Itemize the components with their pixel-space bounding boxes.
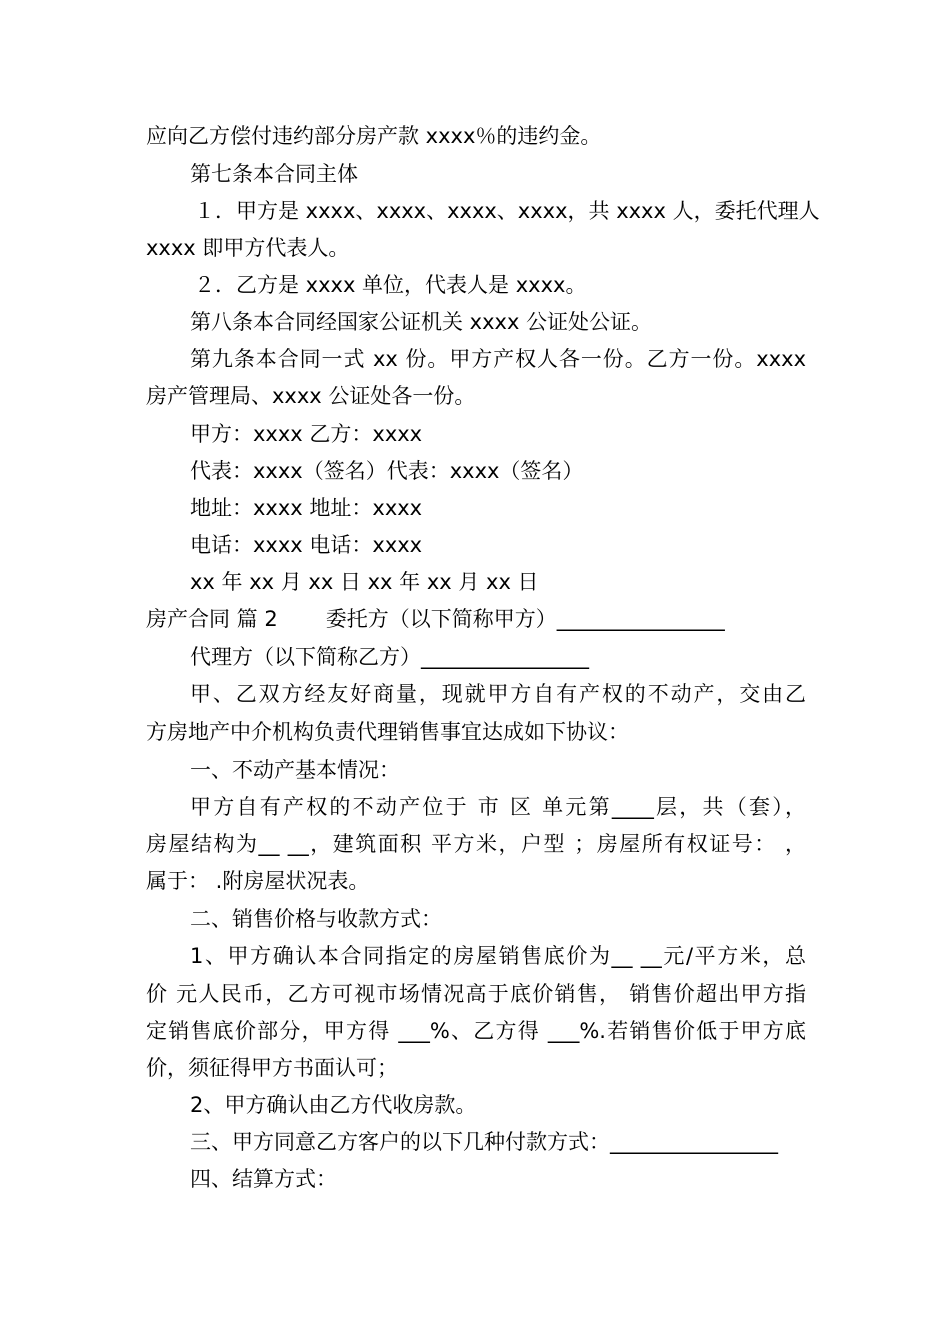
text-line-18: 方房地产中介机构负责代理销售事宜达成如下协议： bbox=[146, 720, 629, 744]
text-line-5: ２．乙方是 xxxx 单位，代表人是 xxxx。 bbox=[194, 273, 587, 297]
representative-line: 代表：xxxx（签名）代表：xxxx（签名） bbox=[190, 459, 584, 483]
text-line-24: 1、甲方确认本合同指定的房屋销售底价为__ __元/平方米，总 bbox=[190, 944, 806, 968]
text-line-26: 定销售底价部分，甲方得 ___%、乙方得 ___%.若销售价低于甲方底 bbox=[146, 1019, 806, 1043]
article-7-heading: 第七条本合同主体 bbox=[190, 162, 358, 186]
text-line-1: 应向乙方偿付违约部分房产款 xxxx％的违约金。 bbox=[146, 124, 602, 148]
text-line-20: 甲方自有产权的不动产位于 市 区 单元第____层，共（套）， bbox=[190, 795, 806, 819]
clause-4-heading: 四、结算方式： bbox=[190, 1167, 337, 1191]
section-title-line bbox=[146, 606, 725, 632]
text-line-28: 2、甲方确认由乙方代收房款。 bbox=[190, 1093, 477, 1117]
text-line-3: １．甲方是 xxxx、xxxx、xxxx、xxxx，共 xxxx 人，委托代理人 bbox=[194, 199, 820, 223]
client-line: 委托方（以下简称甲方）________________ bbox=[325, 607, 725, 631]
date-line: xx 年 xx 月 xx 日 xx 年 xx 月 xx 日 bbox=[190, 570, 539, 594]
agent-line: 代理方（以下简称乙方）________________ bbox=[190, 645, 589, 669]
text-line-25: 价 元人民币，乙方可视市场情况高于底价销售， 销售价超出甲方指 bbox=[146, 982, 806, 1006]
section-title: 房产合同 篇 2 bbox=[146, 607, 278, 631]
clause-2-heading: 二、销售价格与收款方式： bbox=[190, 907, 442, 931]
address-line: 地址：xxxx 地址：xxxx bbox=[190, 496, 423, 520]
text-line-17: 甲、乙双方经友好商量，现就甲方自有产权的不动产，交由乙 bbox=[190, 682, 806, 706]
article-9-line: 第九条本合同一式 xx 份。甲方产权人各一份。乙方一份。xxxx bbox=[190, 347, 806, 371]
text-line-22: 属于： .附房屋状况表。 bbox=[146, 869, 370, 893]
phone-line: 电话：xxxx 电话：xxxx bbox=[190, 533, 423, 557]
text-line-4: xxxx 即甲方代表人。 bbox=[146, 236, 350, 260]
text-line-8: 房产管理局、xxxx 公证处各一份。 bbox=[146, 384, 476, 408]
party-line: 甲方：xxxx 乙方：xxxx bbox=[190, 422, 423, 446]
clause-1-heading: 一、不动产基本情况： bbox=[190, 758, 400, 782]
article-8-line: 第八条本合同经国家公证机关 xxxx 公证处公证。 bbox=[190, 310, 653, 334]
text-line-21: 房屋结构为__ __，建筑面积 平方米，户型 ；房屋所有权证号： ， bbox=[146, 832, 806, 856]
clause-3-line: 三、甲方同意乙方客户的以下几种付款方式：________________ bbox=[190, 1130, 778, 1154]
text-line-27: 价，须征得甲方书面认可； bbox=[146, 1056, 398, 1080]
